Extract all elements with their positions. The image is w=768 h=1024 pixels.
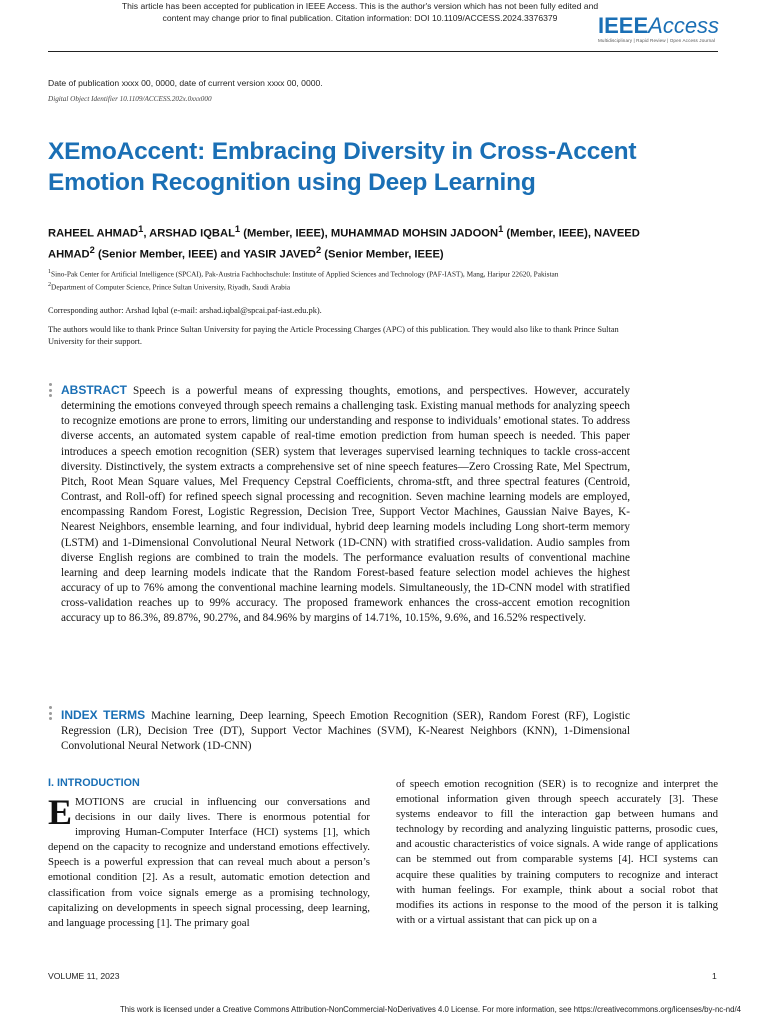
author-name: , ARSHAD IQBAL — [143, 227, 235, 240]
author-name: (Senior Member, IEEE) and YASIR JAVED — [94, 248, 316, 261]
logo-ieee-text: IEEE — [598, 13, 649, 38]
logo-tagline: Multidisciplinary | Rapid Review | Open Access Journal — [598, 38, 716, 43]
abstract-heading: ABSTRACT — [61, 383, 127, 397]
page-number: 1 — [712, 971, 717, 981]
corresponding-author: Corresponding author: Arshad Iqbal (e-mail: arshad.iqbal@spcai.paf-iast.edu.pk). — [48, 306, 322, 315]
affiliation-text: Sino-Pak Center for Artificial Intelligence (SPCAI), Pak-Austria Fachhochschule: Institute of Applied Sciences and Technology (PAF-IAST), Mang, Haripur 22620, Pakistan — [51, 269, 559, 279]
header-divider — [48, 51, 718, 52]
author-name: RAHEEL AHMAD — [48, 227, 139, 240]
affiliation-number: 2 — [48, 281, 52, 288]
index-terms-text: Machine learning, Deep learning, Speech Emotion Recognition (SER), Random Forest (RF), Logistic Regression (LR), Decision Tree (DT), Support Vector Machines (SVM), K-Nearest Neighbors (KNN), 1-Dimensional Convolutional Neural Network (1D-CNN) — [61, 710, 630, 753]
publication-date: Date of publication xxxx 00, 0000, date of current version xxxx 00, 0000. — [48, 78, 323, 88]
doi-identifier: Digital Object Identifier 10.1109/ACCESS.202x.0xxx000 — [48, 95, 212, 103]
intro-left-text: are crucial in influencing our conversations and decisions in our daily lives. There is enormous potential for improving Human-Computer Interface (HCI) systems [1], which depend on the capacity to recognize and understand emotions effectively. Speech is a powerful expression that can reveal much about a person’s emotional condition [2]. As a result, automatic emotion detection and classification from voice signals emerge as a promising technology, capitalizing on developments in speech signal processing, deep learning, and language processing [1]. The primary goal — [48, 796, 370, 929]
affiliation-marker: 1 — [498, 224, 504, 234]
funding-acknowledgement: The authors would like to thank Prince Sultan University for paying the Article Processing Charges (APC) of this publication. They would also like to thank Prince Sultan University for their support. — [48, 325, 619, 346]
paper-title: XEmoAccent: Embracing Diversity in Cross-Accent Emotion Recognition using Deep Learning — [48, 138, 637, 196]
author-name: (Member, IEEE), NAVEED AHMAD — [48, 227, 640, 261]
index-terms — [61, 708, 630, 755]
section-heading-introduction: I. INTRODUCTION — [48, 777, 140, 789]
affiliation-marker: 2 — [315, 244, 322, 255]
index-terms-heading: INDEX TERMS — [61, 708, 146, 722]
intro-first-word: MOTIONS — [75, 796, 125, 808]
drop-cap: E — [48, 792, 73, 832]
logo-access-text: Access — [648, 13, 720, 38]
abstract — [61, 383, 630, 627]
affiliations — [48, 267, 668, 293]
author-name: (Member, IEEE), MUHAMMAD MOHSIN JADOON — [240, 227, 499, 240]
ieee-access-logo — [598, 14, 718, 48]
intro-left-column — [48, 792, 370, 931]
affiliation-item — [48, 280, 668, 293]
abstract-text: Speech is a powerful means of expressing thoughts, emotions, and perspectives. However, accurately determining the emotions conveyed through speech remains a challenging task. Existing manual methods for analyzing speech to recognize emotions are prone to errors, limiting our understanding and response to individuals’ emotional states. To address diverse accents, an automated system capable of real-time emotion prediction from human speech is needed. This paper introduces a speech emotion recognition (SER) system that leverages supervised learning techniques to tackle cross-accent diversity. Distinctively, the system extracts a comprehensive set of nine speech features—Zero Crossing Rate, Mel Spectrum, Pitch, Root Mean Square values, Mel Frequency Cepstral Coefficients, chroma-stft, and three spectral features (Centroid, Contrast, and Roll-off) for refined speech signal processing and recognition. Seven machine learning models are employed, encompassing Random Forest, Logistic Regression, Decision Tree, Support Vector Machines, Gaussian Naive Bayes, K-Nearest Neighbors, ensemble learning, and four individual, hybrid deep learning models including Long short-term memory (LSTM) and 1-Dimensional Convolutional Neural Network (1D-CNN) with stratified cross-validation. Audio samples from diverse English regions are combined to train the models. The performance evaluation results of conventional machine learning and deep learning models indicate that the Random Forest-based feature selection model achieves the highest accuracy of up to 76% among the conventional machine learning models. Simultaneously, the 1D-CNN model with stratified cross-validation reaches up to 99% accuracy. The proposed framework enhances the cross-accent emotion recognition accuracy up to 86.3%, 89.87%, 90.27%, and 84.96% by margins of 14.71%, 10.15%, 9.6%, and 16.52% respectively. — [61, 385, 630, 625]
author-name: (Senior Member, IEEE) — [321, 248, 444, 261]
license-notice: This work is licensed under a Creative Commons Attribution-NonCommercial-NoDerivatives 4.0 License. For more information, see https://creativecommons.org/licenses/by-nc-nd/4 — [120, 1005, 741, 1014]
affiliation-marker: 1 — [138, 224, 144, 234]
notice-line-1: This article has been accepted for publication in IEEE Access. This is the author's version which has not been fully edited and — [121, 1, 599, 11]
intro-right-column: of speech emotion recognition (SER) is to recognize and interpret the emotional information given through speech accurately [3]. These systems endeavor to fill the interaction gap between humans and technology by recording and analyzing linguistic patterns, prosodic cues, and acoustic characteristics of voice signals. A wide range of applications can be stemmed out from comparable systems [4]. HCI systems can acquire these qualities by training computers to recognize and interact with human feelings. For example, think about a social robot that modifies its actions in response to the mood of the person it is talking with or a virtual assistant that can pick up on a — [396, 778, 718, 926]
footer-volume: VOLUME 11, 2023 — [48, 971, 120, 981]
affiliation-marker: 1 — [234, 224, 241, 234]
affiliation-marker: 2 — [89, 244, 95, 255]
abstract-dots-icon — [49, 383, 53, 400]
notice-line-2: content may change prior to final publication. Citation information: DOI 10.1109/ACCESS.2024.3376379 — [162, 13, 558, 23]
affiliation-number: 1 — [48, 269, 52, 275]
index-terms-dots-icon — [49, 706, 53, 723]
publication-notice — [120, 0, 600, 24]
affiliation-text: Department of Computer Science, Prince Sultan University, Riyadh, Saudi Arabia — [51, 282, 291, 292]
author-list — [48, 221, 688, 262]
affiliation-item — [48, 267, 668, 280]
